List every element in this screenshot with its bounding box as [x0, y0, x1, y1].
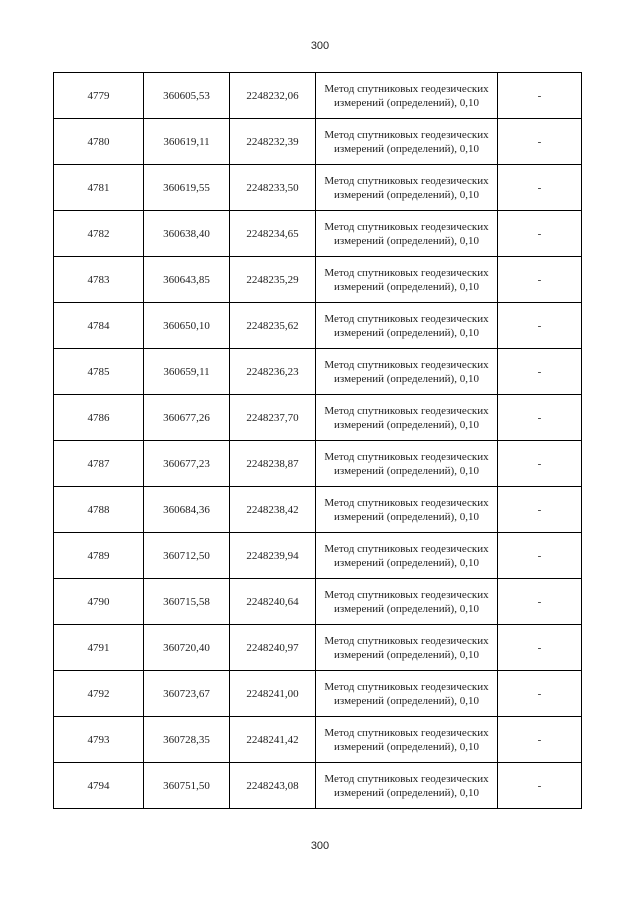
- x-coordinate-cell: 360677,26: [144, 395, 230, 441]
- x-coordinate-cell: 360684,36: [144, 487, 230, 533]
- point-number-cell: 4792: [54, 671, 144, 717]
- x-coordinate-cell: 360659,11: [144, 349, 230, 395]
- note-cell: -: [498, 73, 582, 119]
- note-cell: -: [498, 625, 582, 671]
- note-cell: -: [498, 211, 582, 257]
- note-cell: -: [498, 119, 582, 165]
- y-coordinate-cell: 2248232,39: [230, 119, 316, 165]
- table-row: [54, 395, 582, 441]
- method-cell: [316, 395, 498, 441]
- y-coordinate-cell: 2248243,08: [230, 763, 316, 809]
- method-text: Метод спутниковых геодезических измерений (определений), 0,10: [324, 772, 489, 799]
- x-coordinate-cell: 360619,55: [144, 165, 230, 211]
- page-number-top: 300: [310, 40, 330, 52]
- point-number-cell: 4782: [54, 211, 144, 257]
- note-cell: -: [498, 349, 582, 395]
- method-cell: [316, 441, 498, 487]
- method-text: Метод спутниковых геодезических измерений (определений), 0,10: [324, 496, 489, 523]
- coordinates-table: [53, 72, 582, 809]
- table-row: [54, 257, 582, 303]
- x-coordinate-cell: 360650,10: [144, 303, 230, 349]
- table-row: [54, 763, 582, 809]
- method-cell: [316, 165, 498, 211]
- point-number-cell: 4794: [54, 763, 144, 809]
- note-cell: -: [498, 487, 582, 533]
- note-cell: -: [498, 579, 582, 625]
- method-cell: [316, 717, 498, 763]
- table-row: [54, 303, 582, 349]
- method-text: Метод спутниковых геодезических измерений (определений), 0,10: [324, 588, 489, 615]
- y-coordinate-cell: 2248233,50: [230, 165, 316, 211]
- x-coordinate-cell: 360677,23: [144, 441, 230, 487]
- table-row: [54, 487, 582, 533]
- y-coordinate-cell: 2248240,97: [230, 625, 316, 671]
- table-row: [54, 441, 582, 487]
- y-coordinate-cell: 2248234,65: [230, 211, 316, 257]
- x-coordinate-cell: 360728,35: [144, 717, 230, 763]
- note-cell: -: [498, 533, 582, 579]
- point-number-cell: 4780: [54, 119, 144, 165]
- method-text: Метод спутниковых геодезических измерений (определений), 0,10: [324, 542, 489, 569]
- coordinates-table-body: [54, 73, 582, 809]
- y-coordinate-cell: 2248235,29: [230, 257, 316, 303]
- method-text: Метод спутниковых геодезических измерений (определений), 0,10: [324, 726, 489, 753]
- x-coordinate-cell: 360643,85: [144, 257, 230, 303]
- x-coordinate-cell: 360605,53: [144, 73, 230, 119]
- y-coordinate-cell: 2248241,42: [230, 717, 316, 763]
- x-coordinate-cell: 360619,11: [144, 119, 230, 165]
- point-number-cell: 4785: [54, 349, 144, 395]
- note-cell: -: [498, 763, 582, 809]
- point-number-cell: 4788: [54, 487, 144, 533]
- y-coordinate-cell: 2248238,42: [230, 487, 316, 533]
- x-coordinate-cell: 360751,50: [144, 763, 230, 809]
- method-cell: [316, 671, 498, 717]
- method-cell: [316, 73, 498, 119]
- method-cell: [316, 579, 498, 625]
- y-coordinate-cell: 2248238,87: [230, 441, 316, 487]
- note-cell: -: [498, 671, 582, 717]
- note-cell: -: [498, 257, 582, 303]
- method-text: Метод спутниковых геодезических измерений (определений), 0,10: [324, 680, 489, 707]
- method-text: Метод спутниковых геодезических измерений (определений), 0,10: [324, 358, 489, 385]
- x-coordinate-cell: 360712,50: [144, 533, 230, 579]
- point-number-cell: 4783: [54, 257, 144, 303]
- y-coordinate-cell: 2248236,23: [230, 349, 316, 395]
- x-coordinate-cell: 360638,40: [144, 211, 230, 257]
- y-coordinate-cell: 2248232,06: [230, 73, 316, 119]
- method-cell: [316, 257, 498, 303]
- x-coordinate-cell: 360720,40: [144, 625, 230, 671]
- x-coordinate-cell: 360723,67: [144, 671, 230, 717]
- method-cell: [316, 533, 498, 579]
- point-number-cell: 4790: [54, 579, 144, 625]
- table-row: [54, 349, 582, 395]
- table-row: [54, 73, 582, 119]
- method-text: Метод спутниковых геодезических измерений (определений), 0,10: [324, 634, 489, 661]
- y-coordinate-cell: 2248241,00: [230, 671, 316, 717]
- x-coordinate-cell: 360715,58: [144, 579, 230, 625]
- point-number-cell: 4789: [54, 533, 144, 579]
- method-cell: [316, 119, 498, 165]
- method-text: Метод спутниковых геодезических измерений (определений), 0,10: [324, 82, 489, 109]
- note-cell: -: [498, 717, 582, 763]
- y-coordinate-cell: 2248237,70: [230, 395, 316, 441]
- point-number-cell: 4786: [54, 395, 144, 441]
- table-row: [54, 533, 582, 579]
- table-row: [54, 211, 582, 257]
- y-coordinate-cell: 2248240,64: [230, 579, 316, 625]
- method-text: Метод спутниковых геодезических измерений (определений), 0,10: [324, 312, 489, 339]
- method-text: Метод спутниковых геодезических измерений (определений), 0,10: [324, 450, 489, 477]
- point-number-cell: 4787: [54, 441, 144, 487]
- method-text: Метод спутниковых геодезических измерений (определений), 0,10: [324, 404, 489, 431]
- note-cell: -: [498, 165, 582, 211]
- method-text: Метод спутниковых геодезических измерений (определений), 0,10: [324, 174, 489, 201]
- table-row: [54, 717, 582, 763]
- note-cell: -: [498, 441, 582, 487]
- point-number-cell: 4781: [54, 165, 144, 211]
- y-coordinate-cell: 2248239,94: [230, 533, 316, 579]
- point-number-cell: 4793: [54, 717, 144, 763]
- table-row: [54, 165, 582, 211]
- note-cell: -: [498, 395, 582, 441]
- method-text: Метод спутниковых геодезических измерений (определений), 0,10: [324, 128, 489, 155]
- page-number-bottom: 300: [310, 840, 330, 852]
- table-row: [54, 671, 582, 717]
- method-cell: [316, 303, 498, 349]
- note-cell: -: [498, 303, 582, 349]
- method-text: Метод спутниковых геодезических измерений (определений), 0,10: [324, 220, 489, 247]
- method-text: Метод спутниковых геодезических измерений (определений), 0,10: [324, 266, 489, 293]
- point-number-cell: 4784: [54, 303, 144, 349]
- table-row: [54, 119, 582, 165]
- method-cell: [316, 625, 498, 671]
- method-cell: [316, 487, 498, 533]
- table-row: [54, 625, 582, 671]
- method-cell: [316, 349, 498, 395]
- point-number-cell: 4791: [54, 625, 144, 671]
- point-number-cell: 4779: [54, 73, 144, 119]
- method-cell: [316, 763, 498, 809]
- y-coordinate-cell: 2248235,62: [230, 303, 316, 349]
- table-row: [54, 579, 582, 625]
- method-cell: [316, 211, 498, 257]
